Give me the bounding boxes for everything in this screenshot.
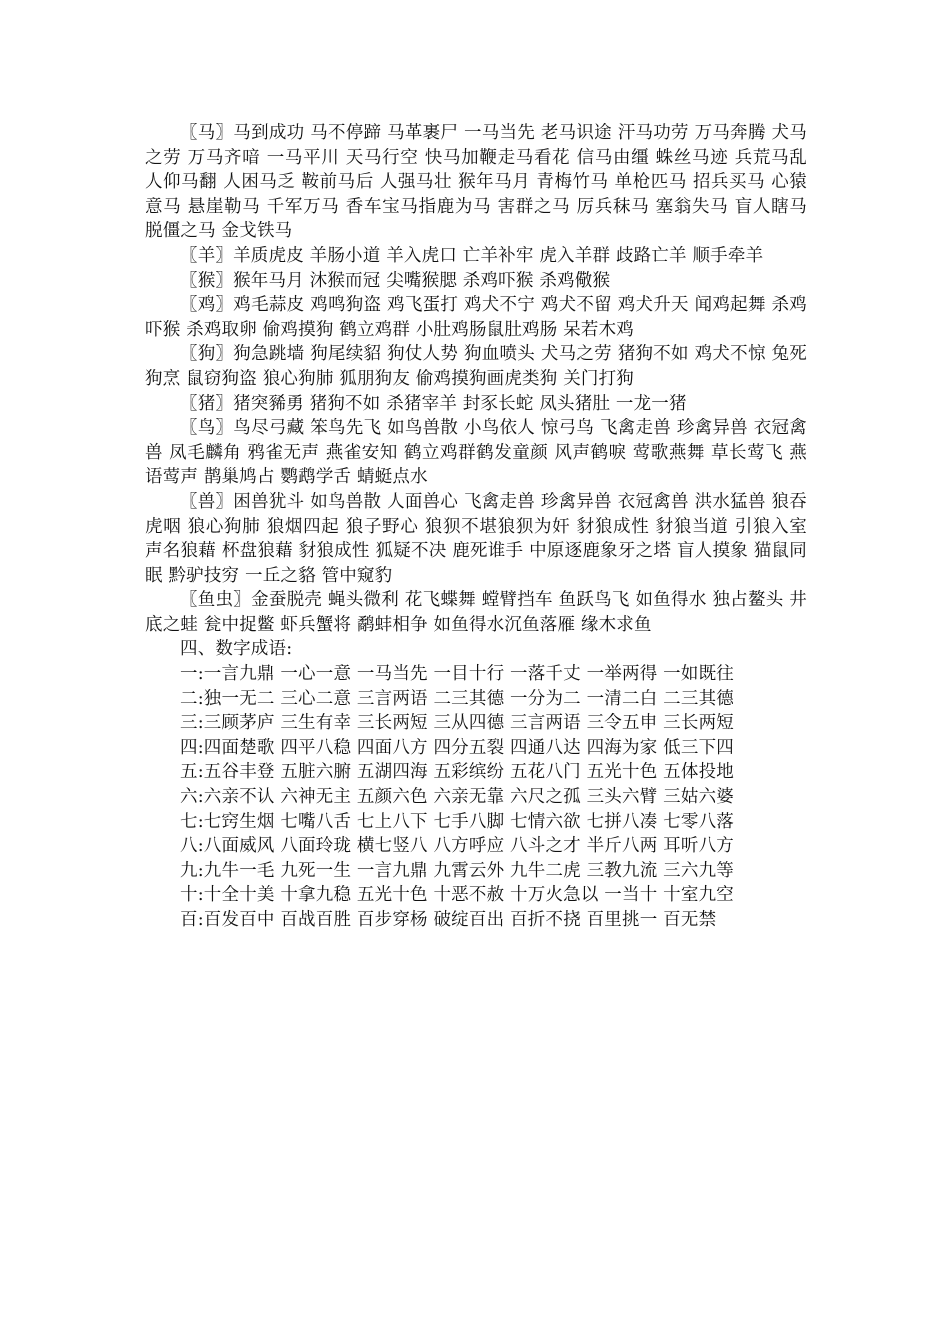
idiom-paragraph-pig: 〖猪〗猪突豨勇 猪狗不如 杀猪宰羊 封豕长蛇 凤头猪肚 一龙一猪 (180, 393, 687, 414)
section-heading-number-idioms: 四、数字成语: (180, 639, 293, 660)
document-page (145, 121, 807, 933)
number-idioms-seven: 七:七窍生烟 七嘴八舌 七上八下 七手八脚 七情六欲 七拼八凑 七零八落 (180, 811, 734, 832)
idiom-paragraph-sheep: 〖羊〗羊质虎皮 羊肠小道 羊入虎口 亡羊补牢 虎入羊群 歧路亡羊 顺手牵羊 (180, 245, 764, 266)
idiom-paragraph-horse: 〖马〗马到成功 马不停蹄 马革裹尸 一马当先 老马识途 汗马功劳 万马奔腾 犬马之劳 万马齐喑 一马平川 天马行空 快马加鞭走马看花 信马由缰 蛛丝马迹 兵荒马乱 人仰马翻 人困马乏 鞍前马后 人强马壮 猴年马月 青梅竹马 单枪匹马 招兵买马 心猿意马 悬崖勒马 千军万马 香车宝马指鹿为马 害群之马 厉兵秣马 塞翁失马 盲人瞎马 脱僵之马 金戈铁马 (145, 123, 807, 242)
number-idioms-three: 三:三顾茅庐 三生有幸 三长两短 三从四德 三言两语 三令五申 三长两短 (180, 713, 734, 734)
number-idioms-nine: 九:九牛一毛 九死一生 一言九鼎 九霄云外 九牛二虎 三教九流 三六九等 (180, 860, 734, 881)
idiom-paragraph-dog: 〖狗〗狗急跳墙 狗尾续貂 狗仗人势 狗血喷头 犬马之劳 猪狗不如 鸡犬不惊 兔死狗烹 鼠窃狗盗 狼心狗肺 狐朋狗友 偷鸡摸狗画虎类狗 关门打狗 (145, 344, 807, 389)
idiom-paragraph-beast: 〖兽〗困兽犹斗 如鸟兽散 人面兽心 飞禽走兽 珍禽异兽 衣冠禽兽 洪水猛兽 狼吞虎咽 狼心狗肺 狼烟四起 狼子野心 狼狈不堪狼狈为奸 豺狼成性 豺狼当道 引狼入室 声名狼藉 杯盘狼藉 豺狼成性 狐疑不决 鹿死谁手 中原逐鹿象牙之塔 盲人摸象 猫鼠同眠 黔驴技穷 一丘之貉 管中窥豹 (145, 491, 807, 586)
idiom-paragraph-monkey: 〖猴〗猴年马月 沐猴而冠 尖嘴猴腮 杀鸡吓猴 杀鸡儆猴 (180, 270, 611, 291)
number-idioms-four: 四:四面楚歌 四平八稳 四面八方 四分五裂 四通八达 四海为家 低三下四 (180, 737, 734, 758)
number-idioms-ten: 十:十全十美 十拿九稳 五光十色 十恶不赦 十万火急以 一当十 十室九空 (180, 885, 734, 906)
idiom-paragraph-chicken: 〖鸡〗鸡毛蒜皮 鸡鸣狗盗 鸡飞蛋打 鸡犬不宁 鸡犬不留 鸡犬升天 闻鸡起舞 杀鸡吓猴 杀鸡取卵 偷鸡摸狗 鹤立鸡群 小肚鸡肠鼠肚鸡肠 呆若木鸡 (145, 295, 807, 340)
number-idioms-hundred: 百:百发百中 百战百胜 百步穿杨 破绽百出 百折不挠 百里挑一 百无禁 (180, 910, 717, 930)
number-idioms-six: 六:六亲不认 六神无主 五颜六色 六亲无靠 六尺之孤 三头六臂 三姑六婆 (180, 787, 734, 808)
number-idioms-two: 二:独一无二 三心二意 三言两语 二三其德 一分为二 一清二白 二三其德 (180, 688, 734, 709)
idiom-paragraph-fish-insect: 〖鱼虫〗金蚕脱壳 蝇头微利 花飞蝶舞 螳臂挡车 鱼跃鸟飞 如鱼得水 独占鳌头 井底之蛙 瓮中捉鳖 虾兵蟹将 鹬蚌相争 如鱼得水沉鱼落雁 缘木求鱼 (145, 590, 807, 635)
number-idioms-one: 一:一言九鼎 一心一意 一马当先 一目十行 一落千丈 一举两得 一如既往 (180, 664, 734, 685)
number-idioms-eight: 八:八面威风 八面玲珑 横七竖八 八方呼应 八斗之才 半斤八两 耳听八方 (180, 836, 734, 857)
idiom-paragraph-bird: 〖鸟〗鸟尽弓藏 笨鸟先飞 如鸟兽散 小鸟依人 惊弓鸟 飞禽走兽 珍禽异兽 衣冠禽兽 凤毛麟角 鸦雀无声 燕雀安知 鹤立鸡群鹤发童颜 风声鹤唳 莺歌燕舞 草长莺飞 燕语莺声 鹊巢鸠占 鹦鹉学舌 蜻蜓点水 (145, 418, 807, 488)
number-idioms-five: 五:五谷丰登 五脏六腑 五湖四海 五彩缤纷 五花八门 五光十色 五体投地 (180, 762, 734, 783)
